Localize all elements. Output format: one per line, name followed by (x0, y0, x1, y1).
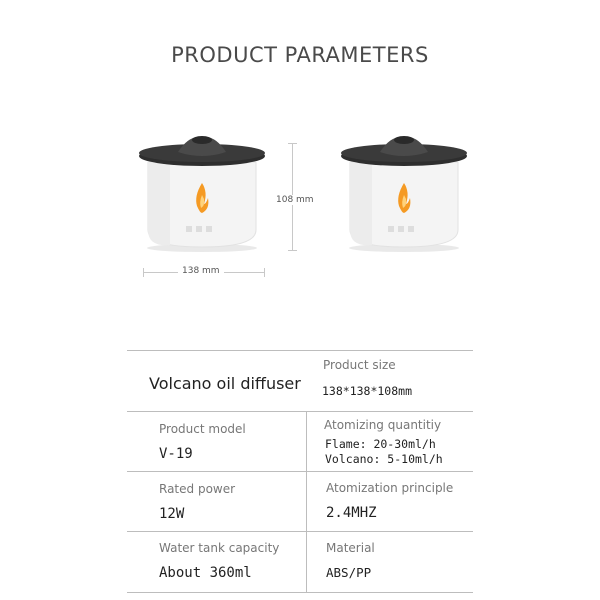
height-dimension-cap-bottom (288, 250, 297, 251)
rated-power-label: Rated power (159, 482, 236, 496)
table-row-divider-2 (127, 471, 473, 472)
water-tank-value: About 360ml (159, 565, 252, 581)
atomization-principle-label: Atomization principle (326, 481, 454, 495)
table-top-border (127, 350, 473, 351)
table-row-divider-3 (127, 531, 473, 532)
table-row-divider-1 (127, 411, 473, 412)
height-dimension-cap-top (288, 143, 297, 144)
product-model-label: Product model (159, 422, 246, 436)
width-dimension-cap-right (264, 268, 265, 277)
table-bottom-border (127, 592, 473, 593)
product-name: Volcano oil diffuser (149, 374, 301, 393)
water-tank-label: Water tank capacity (159, 541, 280, 555)
material-value: ABS/PP (326, 565, 372, 580)
material-label: Material (326, 541, 375, 555)
height-dimension-label: 108 mm (276, 195, 314, 205)
atomization-principle-value: 2.4MHZ (326, 505, 377, 521)
width-dimension-label: 138 mm (178, 266, 224, 276)
diffuser-left-image (130, 120, 270, 260)
atomizing-flame-value: Flame: 20-30ml/h (325, 437, 436, 451)
atomizing-quantity-label: Atomizing quantitiy (324, 418, 442, 432)
page-title: PRODUCT PARAMETERS (171, 43, 429, 67)
atomizing-volcano-value: Volcano: 5-10ml/h (325, 452, 443, 466)
diffuser-right-image (332, 120, 472, 260)
product-size-value: 138*138*108mm (322, 384, 413, 398)
table-column-divider (306, 411, 307, 592)
width-dimension-cap-left (143, 268, 144, 277)
product-size-label: Product size (323, 358, 396, 372)
rated-power-value: 12W (159, 506, 185, 522)
product-model-value: V-19 (159, 446, 193, 462)
